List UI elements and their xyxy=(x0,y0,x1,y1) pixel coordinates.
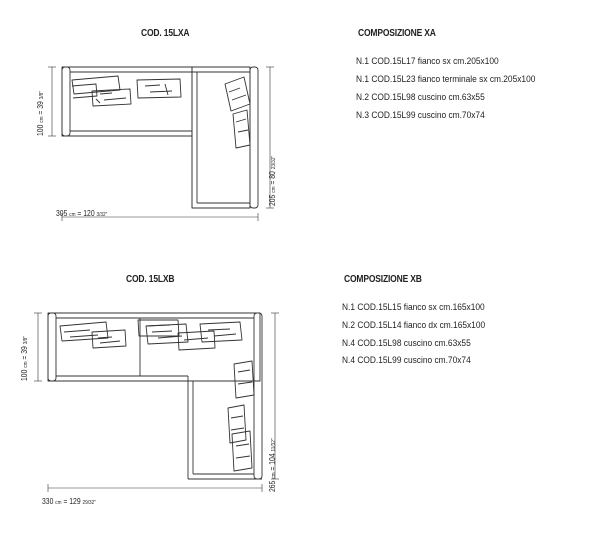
model-code-a: COD. 15LXA xyxy=(141,28,190,39)
chaise-label-a: 205 cm = 80 23/32" xyxy=(268,155,277,206)
width-label-b: 330 cm = 129 29/32" xyxy=(42,497,96,506)
depth-label-b: 100 cm = 39 3/8" xyxy=(20,336,29,381)
component-a-4: N.3 COD.15L99 cuscino cm.70x74 xyxy=(356,110,485,121)
sofa-b-outline xyxy=(48,313,262,479)
width-label-a: 305 cm = 120 3/32" xyxy=(56,209,108,218)
component-a-3: N.2 COD.15L98 cuscino cm.63x55 xyxy=(356,92,485,103)
chaise-label-b: 265 cm = 104 11/32" xyxy=(268,438,277,492)
component-b-4: N.4 COD.15L99 cuscino cm.70x74 xyxy=(342,355,471,366)
component-a-2: N.1 COD.15L23 fianco terminale sx cm.205x100 xyxy=(356,74,536,85)
sofa-a-outline xyxy=(62,67,258,208)
component-b-2: N.2 COD.15L14 fianco dx cm.165x100 xyxy=(342,320,486,331)
component-b-1: N.1 COD.15L15 fianco sx cm.165x100 xyxy=(342,302,485,313)
dim-lines-a xyxy=(48,67,274,221)
composition-title-a: COMPOSIZIONE XA xyxy=(358,28,436,39)
component-a-1: N.1 COD.15L17 fianco sx cm.205x100 xyxy=(356,56,499,67)
sofa-a-cushions xyxy=(72,76,250,148)
composition-title-b: COMPOSIZIONE XB xyxy=(344,274,422,285)
component-b-3: N.4 COD.15L98 cuscino cm.63x55 xyxy=(342,338,471,349)
depth-label-a: 100 cm = 39 3/8" xyxy=(36,91,45,136)
sofa-b-cushions xyxy=(60,320,254,471)
model-code-b: COD. 15LXB xyxy=(126,274,175,285)
